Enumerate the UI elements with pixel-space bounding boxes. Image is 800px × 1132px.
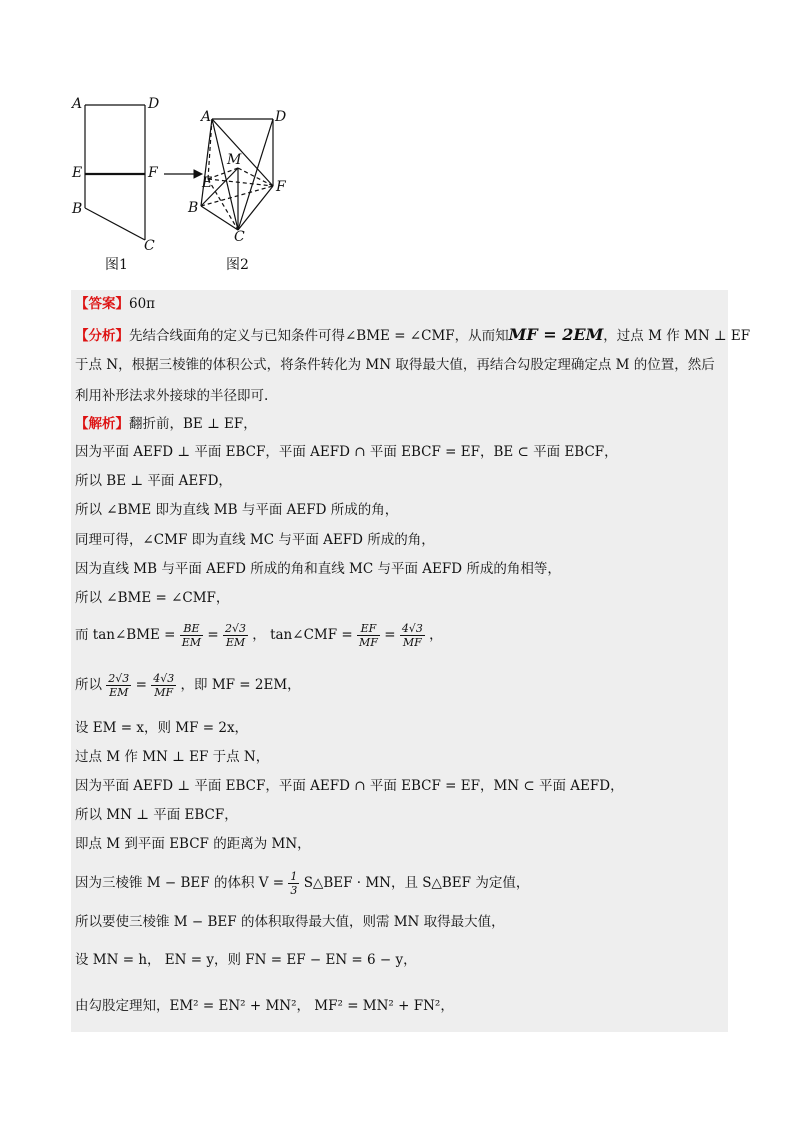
- analysis-line-1: [75, 325, 750, 346]
- fig2-label-d: D: [275, 109, 287, 125]
- volume-suffix: S△BEF · MN，且 S△BEF 为定值，: [303, 875, 530, 891]
- fig2-label-b: B: [188, 200, 199, 216]
- analysis-formula: MF = 2EM: [508, 325, 604, 344]
- solve-line-9: [75, 670, 301, 700]
- equals-sign: =: [135, 677, 147, 693]
- solve-line-18: 由勾股定理知，EM² = EN² + MN²， MF² = MN² + FN²，: [75, 998, 454, 1014]
- fraction-be-em: $\frac{BE}{EM}$: [181, 622, 202, 649]
- figure1-caption: 图1: [105, 257, 128, 273]
- answer-value: 60π: [129, 296, 156, 312]
- analysis-text-1a: 先结合线面角的定义与已知条件可得∠BME = ∠CMF，从而知: [129, 328, 509, 344]
- analysis-text-1c: ，过点 M 作 MN ⊥ EF: [603, 328, 751, 344]
- volume-prefix: 因为三棱锥 M − BEF 的体积 V =: [75, 875, 285, 891]
- fig1-label-a: A: [72, 96, 83, 112]
- solve-line-7: 所以 ∠BME = ∠CMF，: [75, 590, 230, 606]
- arrow-icon: [164, 170, 202, 178]
- fig2-label-f: F: [276, 179, 286, 195]
- fig2-label-c: C: [234, 229, 245, 245]
- solve-line-13: 所以 MN ⊥ 平面 EBCF，: [75, 807, 238, 823]
- analysis-line-3: 利用补形法求外接球的半径即可.: [75, 388, 269, 404]
- fraction-2root3-em: $\frac{2√3}{EM}$: [224, 622, 246, 649]
- solve-line-10: 设 EM = x，则 MF = 2x，: [75, 720, 249, 736]
- solve-line-2: 因为平面 AEFD ⊥ 平面 EBCF，平面 AEFD ∩ 平面 EBCF = EF，BE ⊂ 平面 EBCF，: [75, 444, 618, 460]
- fig1-label-f: F: [148, 165, 158, 181]
- fraction-4root3-mf: $\frac{4√3}{MF}$: [153, 672, 175, 699]
- so-prefix: 所以: [75, 677, 102, 693]
- figure2-caption: 图2: [226, 257, 249, 273]
- fig2-label-e: E: [202, 175, 213, 191]
- fig2-label-a: A: [201, 109, 212, 125]
- solve-line-5: 同理可得，∠CMF 即为直线 MC 与平面 AEFD 所成的角，: [75, 532, 435, 548]
- fig1-label-e: E: [72, 165, 83, 181]
- fig1-label-b: B: [72, 201, 83, 217]
- fraction-one-third: $\frac{1}{3}$: [290, 870, 298, 897]
- solve-line-6: 因为直线 MB 与平面 AEFD 所成的角和直线 MC 与平面 AEFD 所成的角相等，: [75, 561, 561, 577]
- tan-cmf-prefix: ， tan∠CMF =: [252, 627, 353, 643]
- fig2-label-m: M: [227, 152, 242, 168]
- figure1-drawing: [85, 105, 145, 240]
- solve-tag: 【解析】: [75, 416, 129, 432]
- comma: ，: [429, 627, 443, 643]
- fig1-label-d: D: [148, 96, 160, 112]
- analysis-line-2: 于点 N，根据三棱锥的体积公式，将条件转化为 MN 取得最大值，再结合勾股定理确定点 M 的位置，然后: [75, 357, 715, 373]
- mf-equals-2em: ，即 MF = 2EM，: [180, 677, 301, 693]
- solve-line-11: 过点 M 作 MN ⊥ EF 于点 N，: [75, 749, 270, 765]
- solve-line-15: [75, 868, 529, 898]
- figure-area: [60, 90, 300, 280]
- solve-line-3: 所以 BE ⊥ 平面 AEFD，: [75, 473, 232, 489]
- solve-text-1: 翻折前，BE ⊥ EF，: [129, 416, 257, 432]
- solve-line-8: [75, 620, 443, 650]
- equals-sign: =: [384, 627, 396, 643]
- fig1-label-c: C: [144, 238, 155, 254]
- solve-line-12: 因为平面 AEFD ⊥ 平面 EBCF，平面 AEFD ∩ 平面 EBCF = EF，MN ⊂ 平面 AEFD，: [75, 778, 624, 794]
- fraction-ef-mf: $\frac{EF}{MF}$: [359, 622, 378, 649]
- answer-line: [75, 294, 155, 314]
- fraction-4root3-mf: $\frac{4√3}{MF}$: [401, 622, 423, 649]
- analysis-tag: 【分析】: [75, 328, 129, 344]
- solve-line-1: [75, 414, 257, 434]
- solve-line-17: 设 MN = h， EN = y，则 FN = EF − EN = 6 − y，: [75, 952, 417, 968]
- equals-sign: =: [207, 627, 219, 643]
- fraction-2root3-em: $\frac{2√3}{EM}$: [108, 672, 130, 699]
- tan-bme-prefix: 而 tan∠BME =: [75, 627, 176, 643]
- solve-line-4: 所以 ∠BME 即为直线 MB 与平面 AEFD 所成的角，: [75, 502, 399, 518]
- figure-diagram: [60, 90, 300, 280]
- solve-line-16: 所以要使三棱锥 M − BEF 的体积取得最大值，则需 MN 取得最大值，: [75, 914, 505, 930]
- answer-tag: 【答案】: [75, 296, 129, 312]
- solve-line-14: 即点 M 到平面 EBCF 的距离为 MN，: [75, 836, 311, 852]
